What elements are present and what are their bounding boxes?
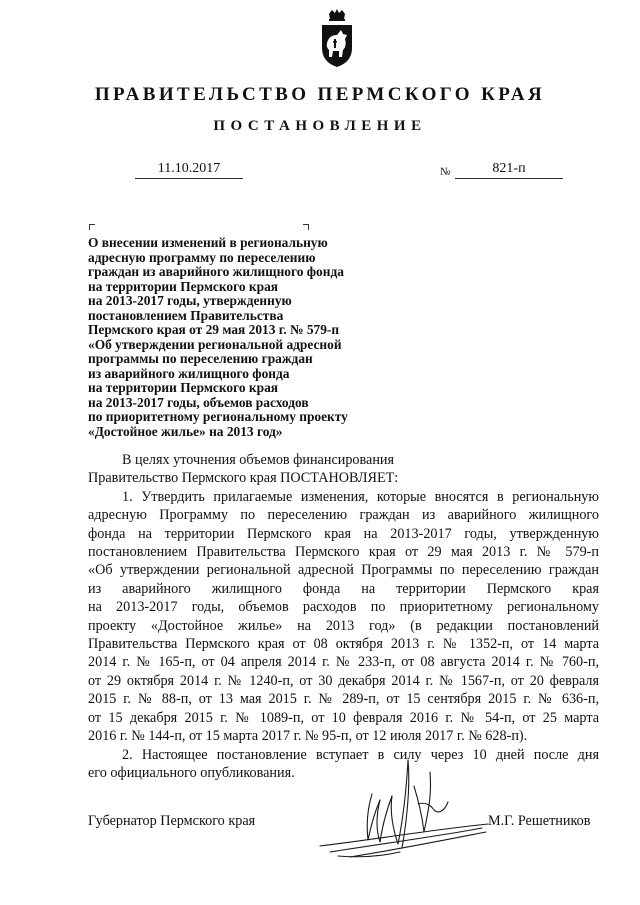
body-line: на 2013-2017 годы, объемов расходов по приоритетному региональному [88, 599, 599, 616]
subject-line: граждан из аварийного жилищного фонда [88, 264, 344, 279]
document-date: 11.10.2017 [135, 161, 243, 179]
body-line: фонда на территории Пермского края на 2013-2017 годы, утвержденную [88, 525, 599, 542]
body-line: его официального опубликования. [88, 764, 295, 781]
subject-line: на территории Пермского края [88, 380, 279, 395]
subject-bracket-right [303, 224, 309, 230]
subject-line: по приоритетному региональному проекту [88, 409, 348, 424]
subject-line: адресную программу по переселению [88, 249, 316, 265]
body-line: адресную Программу по переселению граждан из аварийного жилищного [88, 507, 599, 524]
body-line: от 15 декабря 2015 г. № 1089-п, от 10 февраля 2016 г. № 54-п, от 25 марта [88, 709, 599, 726]
subject-bracket-left [89, 224, 95, 230]
intro-line: В целях уточнения объемов финансирования [122, 452, 395, 468]
signatory-name: М.Г. Решетников [488, 813, 591, 829]
body-line: Правительства Пермского края от 08 октября 2013 г. № 1352-п, от 14 марта [88, 636, 599, 653]
document-number: 821-п [455, 161, 563, 179]
organization-title: ПРАВИТЕЛЬСТВО ПЕРМСКОГО КРАЯ [94, 84, 546, 105]
body-line: от 29 октября 2014 г. № 1240-п, от 30 декабря 2014 г. № 1567-п, от 20 февраля [88, 672, 599, 689]
document-type: ПОСТАНОВЛЕНИЕ [213, 118, 427, 134]
coat-of-arms-icon [317, 8, 357, 68]
subject-line: на 2013-2017 годы, объемов расходов [88, 394, 309, 410]
document-body [88, 451, 599, 782]
handwritten-signature [310, 752, 495, 872]
document-subject [88, 236, 388, 439]
subject-line: «Достойное жилье» на 2013 год» [88, 423, 283, 439]
body-line: 2014 г. № 165-п, от 04 апреля 2014 г. № 233-п, от 08 августа 2014 г. № 760-п, [88, 654, 599, 671]
intro-line: Правительство Пермского края ПОСТАНОВЛЯЕТ: [88, 470, 399, 487]
body-line: из аварийного жилищного фонда на территории Пермского края [88, 580, 599, 597]
body-line: 2. Настоящее постановление вступает в силу через 10 дней после дня [122, 746, 599, 763]
subject-line: «Об утверждении региональной адресной [88, 336, 342, 352]
subject-line: из аварийного жилищного фонда [88, 365, 290, 381]
subject-line: Пермского края от 29 мая 2013 г. № 579-п [88, 322, 340, 337]
body-line: 2015 г. № 88-п, от 13 мая 2015 г. № 289-п, от 15 сентября 2015 г. № 636-п, [88, 691, 599, 708]
body-line: проекту «Достойное жилье» на 2013 год» (в редакции постановлений [88, 617, 599, 634]
body-line: 2016 г. № 144-п, от 15 марта 2017 г. № 95-п, от 12 июля 2017 г. № 628-п). [88, 728, 528, 745]
subject-line: программы по переселению граждан [88, 351, 313, 366]
subject-line: О внесении изменений в региональную [88, 235, 328, 250]
subject-line: на территории Пермского края [88, 278, 279, 294]
body-line: постановлением Правительства Пермского края от 29 мая 2013 г. № 579-п [88, 544, 599, 561]
body-line: «Об утверждении региональной адресной Программы по переселению граждан [88, 562, 599, 579]
paragraph-item-1 [88, 488, 599, 746]
signatory-title: Губернатор Пермского края [88, 813, 256, 829]
subject-line: постановлением Правительства [88, 307, 284, 323]
body-line: 1. Утвердить прилагаемые изменения, которые вносятся в региональную [122, 488, 599, 505]
subject-line: на 2013-2017 годы, утвержденную [88, 293, 292, 308]
number-sign: № [440, 166, 451, 178]
